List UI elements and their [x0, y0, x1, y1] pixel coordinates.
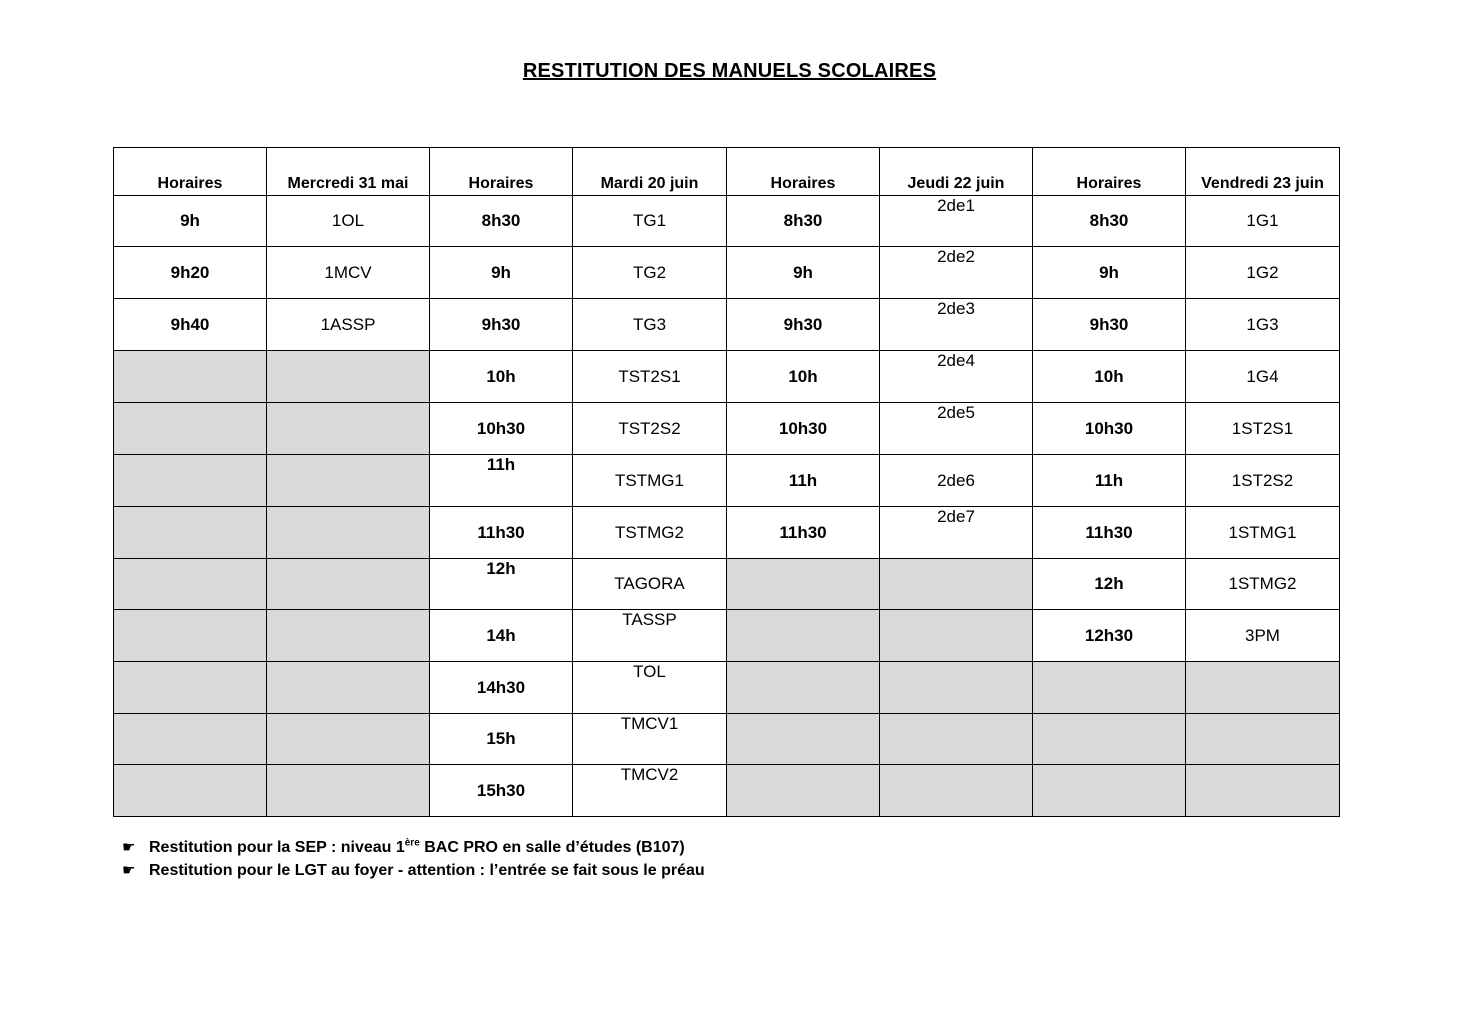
time-cell: 11h30: [727, 507, 880, 559]
note-sep-text: Restitution pour la SEP : niveau 1ère BAC PRO en salle d’études (B107): [149, 837, 685, 856]
empty-cell: [267, 559, 430, 610]
class-cell: TST2S1: [573, 351, 727, 403]
header-jeudi: Jeudi 22 juin: [880, 148, 1033, 196]
time-cell: 9h: [114, 196, 267, 247]
time-cell: 10h: [430, 351, 573, 403]
empty-cell: [727, 610, 880, 662]
empty-cell: [727, 765, 880, 817]
time-cell: 10h: [1033, 351, 1186, 403]
time-cell: 9h30: [430, 299, 573, 351]
class-cell: TSTMG1: [573, 455, 727, 507]
time-cell: 9h: [430, 247, 573, 299]
time-cell: 11h30: [1033, 507, 1186, 559]
time-cell: 8h30: [1033, 196, 1186, 247]
header-row: [114, 148, 1340, 196]
class-cell: 2de4: [880, 351, 1033, 403]
class-cell: TG2: [573, 247, 727, 299]
class-cell: 2de2: [880, 247, 1033, 299]
class-cell: TMCV2: [573, 765, 727, 817]
time-cell: 10h30: [430, 403, 573, 455]
class-cell: 1STMG1: [1186, 507, 1340, 559]
empty-cell: [727, 559, 880, 610]
class-cell: 3PM: [1186, 610, 1340, 662]
empty-cell: [114, 351, 267, 403]
empty-cell: [267, 610, 430, 662]
empty-cell: [114, 559, 267, 610]
class-cell: 1OL: [267, 196, 430, 247]
class-cell: 1G3: [1186, 299, 1340, 351]
time-cell: 8h30: [430, 196, 573, 247]
class-cell: 1ASSP: [267, 299, 430, 351]
empty-cell: [114, 455, 267, 507]
empty-cell: [880, 714, 1033, 765]
note-sep: [122, 836, 705, 859]
empty-cell: [1186, 662, 1340, 714]
table-row: [114, 403, 1340, 455]
note-lgt: [122, 859, 705, 882]
class-cell: 2de1: [880, 196, 1033, 247]
empty-cell: [114, 714, 267, 765]
table-row: [114, 765, 1340, 817]
header-horaires-3: Horaires: [727, 148, 880, 196]
empty-cell: [727, 714, 880, 765]
time-cell: 15h30: [430, 765, 573, 817]
empty-cell: [114, 765, 267, 817]
empty-cell: [1033, 765, 1186, 817]
empty-cell: [880, 765, 1033, 817]
empty-cell: [1186, 765, 1340, 817]
empty-cell: [267, 714, 430, 765]
schedule-table: [113, 147, 1340, 817]
class-cell: 2de5: [880, 403, 1033, 455]
time-cell: 11h: [727, 455, 880, 507]
class-cell: TAGORA: [573, 559, 727, 610]
table-row: [114, 662, 1340, 714]
class-cell: 1STMG2: [1186, 559, 1340, 610]
class-cell: TOL: [573, 662, 727, 714]
pointing-hand-icon: ☛: [122, 839, 136, 856]
class-cell: TG1: [573, 196, 727, 247]
header-horaires-4: Horaires: [1033, 148, 1186, 196]
time-cell: 10h30: [1033, 403, 1186, 455]
empty-cell: [267, 455, 430, 507]
class-cell: 1MCV: [267, 247, 430, 299]
time-cell: 9h: [1033, 247, 1186, 299]
table-row: [114, 196, 1340, 247]
header-vendredi: Vendredi 23 juin: [1186, 148, 1340, 196]
time-cell: 8h30: [727, 196, 880, 247]
time-cell: 9h40: [114, 299, 267, 351]
time-cell: 9h30: [727, 299, 880, 351]
empty-cell: [267, 507, 430, 559]
header-horaires-2: Horaires: [430, 148, 573, 196]
time-cell: 11h: [1033, 455, 1186, 507]
class-cell: 1ST2S2: [1186, 455, 1340, 507]
table-row: [114, 455, 1340, 507]
table-row: [114, 507, 1340, 559]
time-cell: 10h: [727, 351, 880, 403]
empty-cell: [1033, 662, 1186, 714]
note-lgt-text: Restitution pour le LGT au foyer - attention : l’entrée se fait sous le préau: [149, 862, 705, 879]
table-row: [114, 247, 1340, 299]
time-cell: 12h: [430, 559, 573, 610]
table-row: [114, 299, 1340, 351]
class-cell: TG3: [573, 299, 727, 351]
header-mardi: Mardi 20 juin: [573, 148, 727, 196]
empty-cell: [1186, 714, 1340, 765]
empty-cell: [267, 403, 430, 455]
table-row: [114, 351, 1340, 403]
empty-cell: [114, 403, 267, 455]
notes: [122, 836, 705, 882]
time-cell: 14h30: [430, 662, 573, 714]
time-cell: 15h: [430, 714, 573, 765]
class-cell: 2de3: [880, 299, 1033, 351]
class-cell: 2de7: [880, 507, 1033, 559]
empty-cell: [880, 559, 1033, 610]
empty-cell: [880, 610, 1033, 662]
class-cell: 1G1: [1186, 196, 1340, 247]
empty-cell: [727, 662, 880, 714]
time-cell: 10h30: [727, 403, 880, 455]
class-cell: 1ST2S1: [1186, 403, 1340, 455]
class-cell: 1G4: [1186, 351, 1340, 403]
time-cell: 11h30: [430, 507, 573, 559]
time-cell: 14h: [430, 610, 573, 662]
pointing-hand-icon: ☛: [122, 862, 136, 879]
empty-cell: [267, 765, 430, 817]
empty-cell: [880, 662, 1033, 714]
time-cell: 12h30: [1033, 610, 1186, 662]
header-horaires-1: Horaires: [114, 148, 267, 196]
table-row: [114, 610, 1340, 662]
class-cell: TMCV1: [573, 714, 727, 765]
empty-cell: [114, 662, 267, 714]
empty-cell: [267, 662, 430, 714]
class-cell: 1G2: [1186, 247, 1340, 299]
time-cell: 9h30: [1033, 299, 1186, 351]
class-cell: TST2S2: [573, 403, 727, 455]
time-cell: 9h20: [114, 247, 267, 299]
time-cell: 9h: [727, 247, 880, 299]
empty-cell: [267, 351, 430, 403]
empty-cell: [114, 507, 267, 559]
time-cell: 12h: [1033, 559, 1186, 610]
class-cell: TASSP: [573, 610, 727, 662]
table-row: [114, 714, 1340, 765]
empty-cell: [1033, 714, 1186, 765]
header-mercredi: Mercredi 31 mai: [267, 148, 430, 196]
class-cell: 2de6: [880, 455, 1033, 507]
class-cell: TSTMG2: [573, 507, 727, 559]
page-title: RESTITUTION DES MANUELS SCOLAIRES: [522, 60, 937, 82]
time-cell: 11h: [430, 455, 573, 507]
empty-cell: [114, 610, 267, 662]
table-row: [114, 559, 1340, 610]
